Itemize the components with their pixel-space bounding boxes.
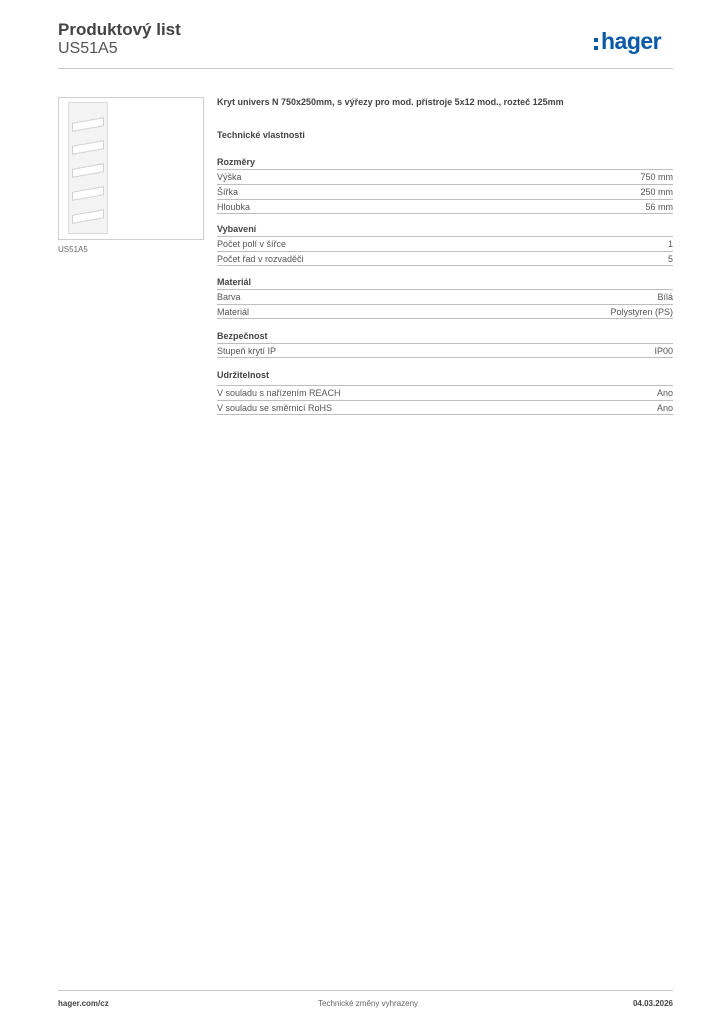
logo-dot-top (594, 38, 598, 42)
image-caption: US51A5 (58, 245, 88, 254)
enclosure-panel-icon (68, 102, 108, 234)
spec-label: Výška (217, 172, 242, 182)
product-description: Kryt univers N 750x250mm, s výřezy pro mod. přístroje 5x12 mod., rozteč 125mm (217, 97, 564, 107)
spec-label: Stupeň krytí IP (217, 346, 277, 356)
section-heading: Technické vlastnosti (217, 130, 305, 140)
spec-value: 750 mm (640, 172, 673, 182)
spec-label: Počet řad v rozvaděči (217, 254, 304, 264)
logo-text: hager (601, 28, 662, 54)
header-divider (58, 68, 673, 69)
spec-row (217, 289, 673, 304)
logo-dot-bottom (594, 46, 598, 50)
spec-value: Ano (656, 388, 673, 398)
spec-row (217, 251, 673, 266)
footer-date: 04.03.2026 (632, 999, 673, 1008)
spec-value: Polystyren (PS) (610, 307, 673, 317)
spec-value: 250 mm (640, 187, 673, 197)
spec-row (217, 236, 673, 251)
spec-row (217, 385, 673, 400)
group-title-material: Materiál (217, 277, 252, 287)
spec-label: Hloubka (217, 202, 251, 212)
spec-label: V souladu se směrnicí RoHS (217, 403, 333, 413)
spec-row (217, 169, 673, 184)
spec-label: Počet polí v šířce (217, 239, 287, 249)
group-title-safety: Bezpečnost (217, 331, 268, 341)
spec-label: Materiál (217, 307, 250, 317)
spec-label: Šířka (217, 187, 239, 197)
spec-value: IP00 (654, 346, 673, 356)
product-code: US51A5 (58, 40, 118, 57)
group-title-sustainability: Udržitelnost (217, 370, 270, 380)
spec-value: 56 mm (645, 202, 673, 212)
footer-notice: Technické změny vyhrazeny (318, 999, 419, 1008)
spec-row (217, 343, 673, 358)
footer-website-link[interactable]: hager.com/cz (58, 999, 109, 1008)
group-title-equipment: Vybavení (217, 224, 257, 234)
spec-row (217, 184, 673, 199)
group-title-dimensions: Rozměry (217, 157, 256, 167)
page-title: Produktový list (58, 20, 181, 39)
spec-value: Ano (656, 403, 673, 413)
spec-value: 1 (667, 239, 673, 249)
spec-row (217, 199, 673, 214)
spec-row (217, 304, 673, 319)
spec-value: Bílá (657, 292, 673, 302)
spec-row (217, 400, 673, 415)
spec-label: Barva (217, 292, 241, 302)
footer-divider (58, 990, 673, 991)
hager-logo (594, 28, 674, 60)
spec-label: V souladu s nařízením REACH (217, 388, 341, 398)
spec-value: 5 (667, 254, 673, 264)
product-image-frame (58, 97, 204, 240)
